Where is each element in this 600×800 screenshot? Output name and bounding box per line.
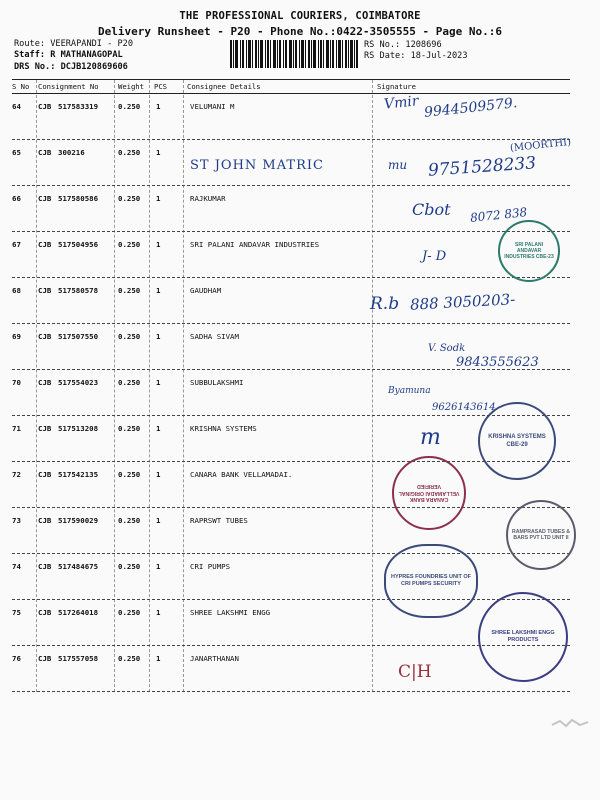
row-consignment: 517554023 [58,378,99,387]
row-sno: 72 [12,470,21,479]
row-weight: 0.250 [118,424,141,433]
row-pcs: 1 [156,470,161,479]
company-stamp [384,544,478,618]
col-consignment: Consignment No [38,82,99,91]
row-consignment: 517264018 [58,608,99,617]
row-weight: 0.250 [118,148,141,157]
row-consignment: 517484675 [58,562,99,571]
rs-no-line [364,40,442,51]
row-details: GAUDHAM [190,286,222,295]
company-title: THE PROFESSIONAL COURIERS, COIMBATORE [179,10,421,22]
company-stamp [498,220,560,282]
col-details: Consignee Details [187,82,261,91]
row-separator [12,323,570,324]
row-weight: 0.250 [118,332,141,341]
stamp-text: SRI PALANI ANDAVAR INDUSTRIES CBE-23 [504,242,554,260]
handwritten-signature: V. Sodk [428,343,466,354]
row-pcs: 1 [156,286,161,295]
row-sno: 66 [12,194,21,203]
rs-no-value: 1208696 [405,40,442,50]
row-weight: 0.250 [118,194,141,203]
row-consignment: 517580586 [58,194,99,203]
drs-value: DCJB120869606 [60,62,128,72]
row-weight: 0.250 [118,102,141,111]
col-divider [114,80,115,692]
col-weight: Weight [118,82,144,91]
rs-date-value: 18-Jul-2023 [410,51,468,61]
row-details: SADHA SIVAM [190,332,239,341]
handwritten-name: Byamuna [388,386,431,396]
drs-label: DRS No.: [14,62,56,72]
staff-label: Staff: [14,50,46,60]
row-weight: 0.250 [118,516,141,525]
route-label: Route: [14,39,46,49]
handwritten-signature: C|H [398,662,432,682]
row-pcs: 1 [156,424,161,433]
row-consignment: 517507550 [58,332,99,341]
row-weight: 0.250 [118,378,141,387]
row-separator [12,231,570,232]
stamp-text: CANARA BANK VELLAMADAI ORIGINAL VERIFIED [398,483,460,503]
runsheet-subtitle: Delivery Runsheet - P20 - Phone No.:0422-3505555 - Page No.:6 [98,25,502,38]
row-prefix: CJB [38,608,52,617]
row-prefix: CJB [38,470,52,479]
company-stamp [392,456,466,530]
row-pcs: 1 [156,102,161,111]
row-pcs: 1 [156,194,161,203]
row-prefix: CJB [38,332,52,341]
rs-no-label: RS No.: [364,40,401,50]
stamp-text: RAMPRASAD TUBES & BARS PVT LTD UNIT II [512,528,570,541]
row-separator [12,691,570,692]
row-details: SHREE LAKSHMI ENGG [190,608,271,617]
row-pcs: 1 [156,378,161,387]
row-prefix: CJB [38,562,52,571]
drs-line [14,62,128,73]
row-pcs: 1 [156,516,161,525]
row-weight: 0.250 [118,286,141,295]
row-sno: 74 [12,562,21,571]
row-sno: 68 [12,286,21,295]
handwritten-signature: R.b [370,294,400,314]
table-top-rule [12,79,570,80]
handwritten-signature: Vmir [383,93,420,113]
row-details: KRISHNA SYSTEMS [190,424,257,433]
col-divider [183,80,184,692]
row-weight: 0.250 [118,608,141,617]
company-stamp [478,592,568,682]
row-separator [12,507,570,508]
row-prefix: CJB [38,148,52,157]
col-divider [36,80,37,692]
row-details: VELUMANI M [190,102,235,111]
row-sno: 70 [12,378,21,387]
row-pcs: 1 [156,608,161,617]
row-pcs: 1 [156,562,161,571]
row-consignment: 300216 [58,148,85,157]
handwritten-signature: Cbot [412,200,451,219]
row-details: JANARTHANAN [190,654,239,663]
route-value: VEERAPANDI - P20 [50,39,134,49]
col-divider [149,80,150,692]
row-weight: 0.250 [118,470,141,479]
row-pcs: 1 [156,332,161,341]
row-prefix: CJB [38,424,52,433]
row-consignment: 517557058 [58,654,99,663]
handwritten-phone: 9944509579. [423,95,519,121]
handwritten-phone: 9843555623 [456,355,539,370]
row-consignment: 517583319 [58,102,99,111]
handwritten-phone: 888 3050203- [409,290,516,314]
row-separator [12,185,570,186]
handwritten-signature: mu [388,158,408,172]
row-prefix: CJB [38,240,52,249]
row-pcs: 1 [156,240,161,249]
row-separator [12,553,570,554]
company-stamp [506,500,576,570]
row-details: CANARA BANK VELLAMADAI. [190,470,293,479]
row-prefix: CJB [38,378,52,387]
row-consignment: 517504956 [58,240,99,249]
handwritten-phone: 8072 838 [469,205,528,225]
row-separator [12,139,570,140]
stamp-text: KRISHNA SYSTEMS CBE-29 [488,434,546,448]
row-prefix: CJB [38,102,52,111]
row-details: RAJKUMAR [190,194,226,203]
col-pcs: PCS [154,82,167,91]
rs-date-line [364,51,468,62]
row-sno: 69 [12,332,21,341]
row-sno: 75 [12,608,21,617]
handwritten-note: (MOORTHI) [509,136,572,155]
rs-date-label: RS Date: [364,51,406,61]
handwritten-signature: m [420,425,441,450]
table-header [12,81,572,93]
row-prefix: CJB [38,654,52,663]
row-sno: 64 [12,102,21,111]
row-prefix: CJB [38,286,52,295]
row-consignment: 517580578 [58,286,99,295]
handwritten-consignee: ST JOHN MATRIC [190,158,324,173]
row-weight: 0.250 [118,654,141,663]
row-pcs: 1 [156,654,161,663]
row-sno: 65 [12,148,21,157]
row-sno: 67 [12,240,21,249]
col-sno: S No [12,82,30,91]
row-sno: 71 [12,424,21,433]
staff-line [14,50,123,61]
handwritten-phone: 9626143614 [432,402,496,413]
row-prefix: CJB [38,194,52,203]
row-sno: 76 [12,654,21,663]
table-header-rule [12,93,570,94]
row-details: SUBBULAKSHMI [190,378,244,387]
stamp-text: SHREE LAKSHMI ENGG PRODUCTS [491,630,555,643]
scan-smudge [550,716,590,730]
row-pcs: 1 [156,148,161,157]
col-signature: Signature [377,82,416,91]
row-separator [12,599,570,600]
row-consignment: 517590029 [58,516,99,525]
handwritten-phone: 9751528233 [427,153,537,181]
col-divider [372,80,373,692]
row-details: RAPRSWT TUBES [190,516,248,525]
barcode-image [230,40,358,68]
row-details: SRI PALANI ANDAVAR INDUSTRIES [190,240,320,249]
row-consignment: 517542135 [58,470,99,479]
row-details: CRI PUMPS [190,562,231,571]
row-sno: 73 [12,516,21,525]
row-separator [12,277,570,278]
route-line [14,39,133,50]
row-weight: 0.250 [118,240,141,249]
stamp-text: HYPRES FOUNDRIES UNIT OF CRI PUMPS SECURITY [390,574,472,587]
company-stamp [478,402,556,480]
handwritten-signature: J- D [422,249,447,264]
row-prefix: CJB [38,516,52,525]
row-consignment: 517513208 [58,424,99,433]
staff-value: R MATHANAGOPAL [50,50,123,60]
row-weight: 0.250 [118,562,141,571]
